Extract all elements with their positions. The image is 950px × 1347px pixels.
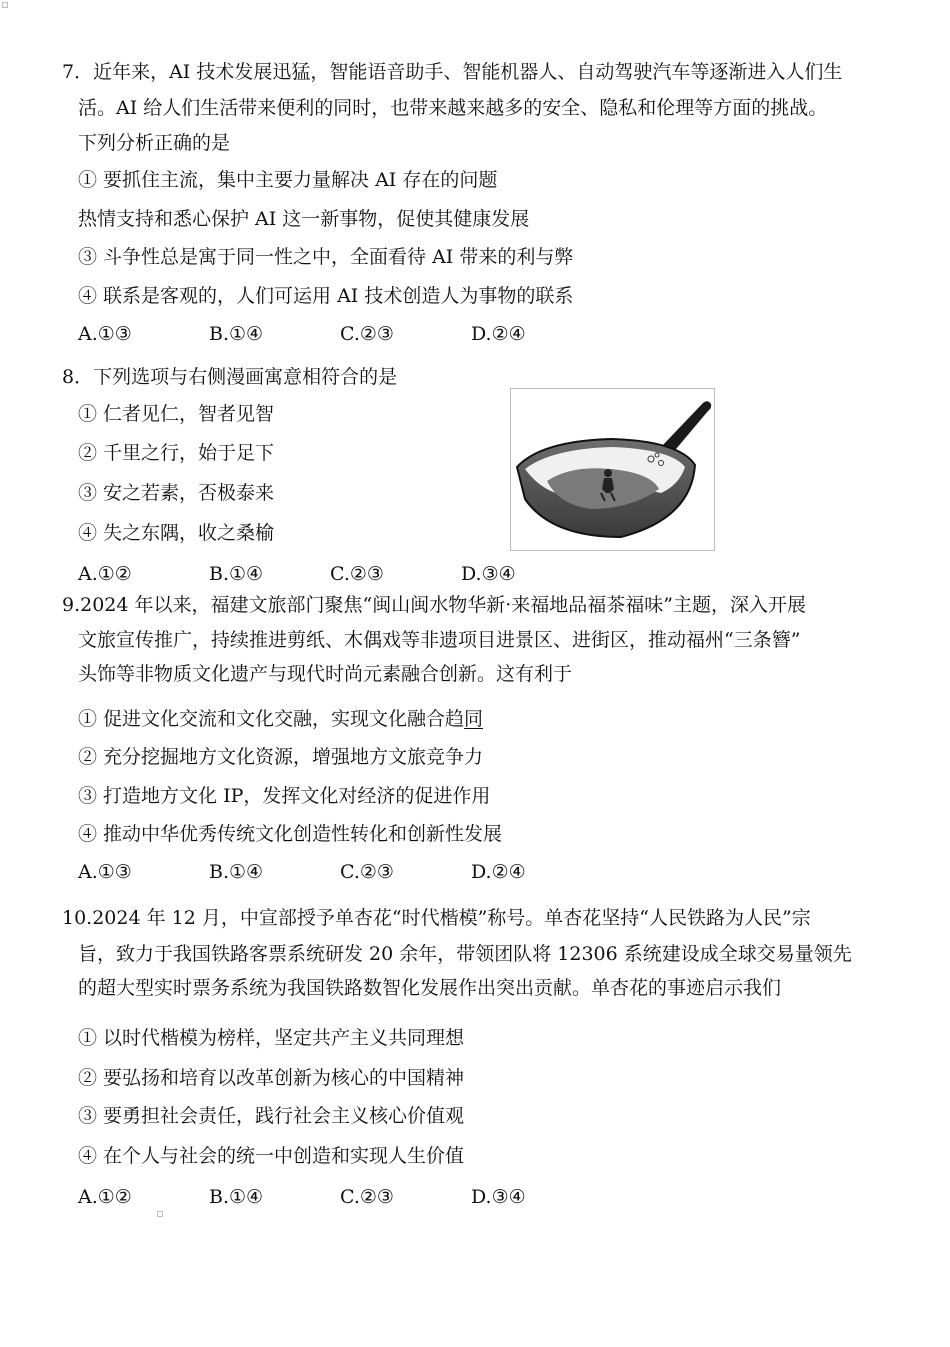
q8-answer-d: D.③④ — [461, 563, 516, 585]
q10-option-4: ④ 在个人与社会的统一中创造和实现人生价值 — [78, 1145, 465, 1167]
q8-stem: 8．下列选项与右侧漫画寓意相符合的是 — [62, 366, 398, 388]
q7-stem-line-1: 7．近年来，AI 技术发展迅猛，智能语音助手、智能机器人、自动驾驶汽车等逐渐进入人们生 — [62, 61, 843, 83]
q10-option-3: ③ 要勇担社会责任，践行社会主义核心价值观 — [78, 1105, 465, 1127]
q8-option-4: ④ 失之东隅，收之桑榆 — [78, 522, 275, 544]
q9-option-3: ③ 打造地方文化 IP，发挥文化对经济的促进作用 — [78, 785, 491, 807]
q9-option-1 — [78, 707, 483, 731]
q9-option-1-text: ① 促进文化交流和文化交融，实现文化融合趋 — [78, 708, 465, 730]
q7-answer-c: C.②③ — [340, 323, 394, 345]
scan-mark — [157, 1211, 163, 1217]
q8-option-1: ① 仁者见仁，智者见智 — [78, 403, 275, 425]
q9-stem-line-1: 9.2024 年以来，福建文旅部门聚焦“闽山闽水物华新·来福地品福茶福味”主题，深入开展 — [62, 594, 806, 616]
q7-option-4: ④ 联系是客观的，人们可运用 AI 技术创造人为事物的联系 — [78, 285, 574, 307]
q9-answer-a: A.①③ — [78, 861, 132, 883]
q9-option-1-underlined: 同 — [464, 708, 484, 730]
q10-answer-b: B.①④ — [209, 1186, 264, 1208]
q8-option-3: ③ 安之若素，否极泰来 — [78, 482, 275, 504]
q9-option-2: ② 充分挖掘地方文化资源，增强地方文旅竞争力 — [78, 746, 484, 768]
q9-option-4: ④ 推动中华优秀传统文化创造性转化和创新性发展 — [78, 823, 503, 845]
q7-stem-line-2: 活。AI 给人们生活带来便利的同时，也带来越来越多的安全、隐私和伦理等方面的挑战。 — [78, 97, 828, 119]
q7-option-2: 热情支持和悉心保护 AI 这一新事物，促使其健康发展 — [78, 208, 530, 230]
q8-answer-b: B.①④ — [209, 563, 264, 585]
q10-stem-line-2: 旨，致力于我国铁路客票系统研发 20 余年，带领团队将 12306 系统建设成全球交易量领先 — [78, 943, 852, 965]
q10-answer-a: A.①② — [78, 1186, 132, 1208]
cartoon-wok-illustration — [510, 388, 715, 551]
q9-stem-line-3: 头饰等非物质文化遗产与现代时尚元素融合创新。这有利于 — [78, 663, 573, 685]
q8-answer-c: C.②③ — [330, 563, 384, 585]
q10-answer-d: D.③④ — [471, 1186, 526, 1208]
q9-answer-c: C.②③ — [340, 861, 394, 883]
q7-option-3: ③ 斗争性总是寓于同一性之中，全面看待 AI 带来的利与弊 — [78, 246, 574, 268]
wok-cartoon-image — [511, 389, 714, 550]
q10-stem-line-3: 的超大型实时票务系统为我国铁路数智化发展作出突出贡献。单杏花的事迹启示我们 — [78, 977, 782, 999]
q9-answer-b: B.①④ — [209, 861, 264, 883]
q9-answer-d: D.②④ — [471, 861, 526, 883]
q9-stem-line-2: 文旅宣传推广，持续推进剪纸、木偶戏等非遗项目进景区、进街区，推动福州“三条簪” — [78, 629, 801, 651]
q10-answer-c: C.②③ — [340, 1186, 394, 1208]
q10-stem-line-1: 10.2024 年 12 月，中宣部授予单杏花“时代楷模”称号。单杏花坚持“人民铁路为人民”宗 — [62, 907, 811, 929]
q10-option-1: ① 以时代楷模为榜样，坚定共产主义共同理想 — [78, 1027, 465, 1049]
q8-option-2: ② 千里之行，始于足下 — [78, 442, 275, 464]
q10-option-2: ② 要弘扬和培育以改革创新为核心的中国精神 — [78, 1067, 465, 1089]
q7-answer-b: B.①④ — [209, 323, 264, 345]
scan-mark — [2, 2, 8, 8]
q7-answer-d: D.②④ — [471, 323, 526, 345]
q7-stem-line-3: 下列分析正确的是 — [78, 132, 231, 154]
q7-option-1: ① 要抓住主流，集中主要力量解决 AI 存在的问题 — [78, 169, 498, 191]
q7-answer-a: A.①③ — [78, 323, 132, 345]
q8-answer-a: A.①② — [78, 563, 132, 585]
